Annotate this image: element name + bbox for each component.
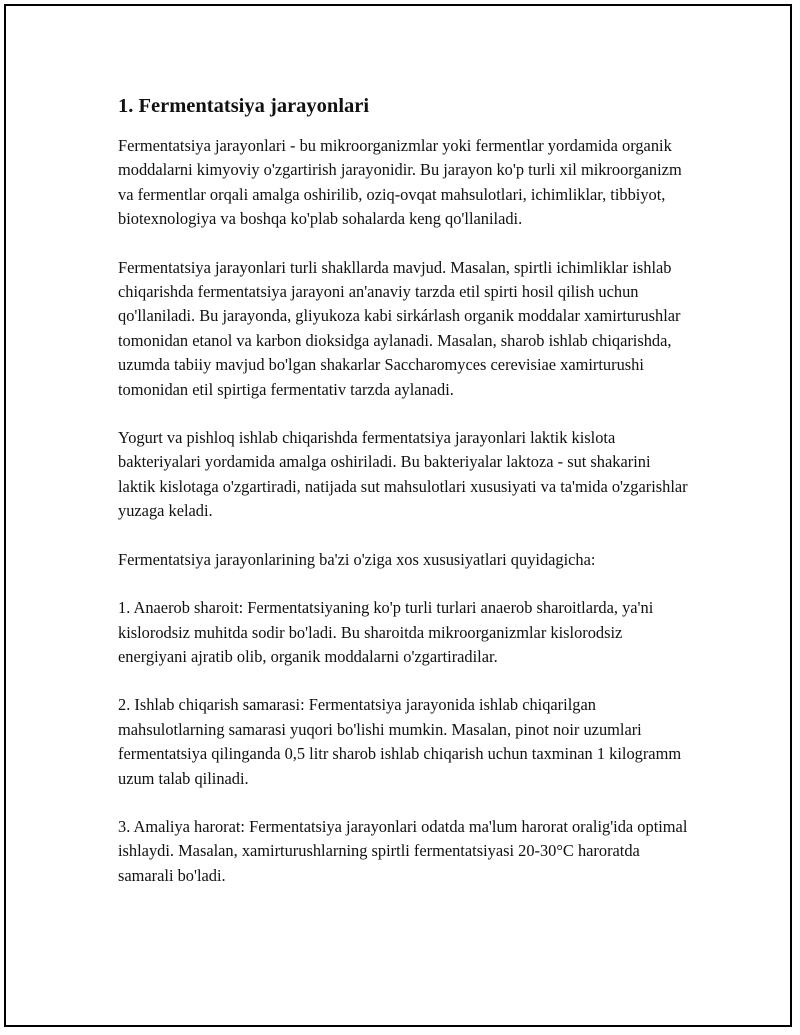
list-item-anaerobic: 1. Anaerob sharoit: Fermentatsiyaning ko'p turli turlari anaerob sharoitlarda, ya'ni kislorodsiz muhitda sodir bo'ladi. Bu sharoitda mikroorganizmlar kislorodsiz energiyani ajratib olib, organik moddalarni o'zgartiradilar.: [118, 598, 654, 666]
list-item-temperature: 3. Amaliya harorat: Fermentatsiya jarayonlari odatda ma'lum harorat oralig'ida optimal ishlaydi. Masalan, xamirturushlarning spirtli fermentatsiyasi 20-30°C haroratda samarali bo'ladi.: [118, 816, 688, 885]
paragraph-intro: Fermentatsiya jarayonlari - bu mikroorganizmlar yoki fermentlar yordamida organik moddalarni kimyoviy o'zgartirish jarayonidir. Bu jarayon ko'p turli xil mikroorganizm va fermentlar orqali amalga oshirilib, oziq-ovqat mahsulotlari, ichimliklar, tibbiyot, biotexnologiya va boshqa ko'plab sohalarda keng qo'llaniladi.: [118, 136, 682, 229]
section-title: 1. Fermentatsiya jarayonlari: [118, 95, 370, 117]
document-body: [118, 92, 690, 912]
paragraph-features-intro: Fermentatsiya jarayonlarining ba'zi o'ziga xos xususiyatlari quyidagicha:: [118, 549, 596, 569]
paragraph-dairy-fermentation: Yogurt va pishloq ishlab chiqarishda fermentatsiya jarayonlari laktik kislota bakteriyalari yordamida amalga oshiriladi. Bu bakteriyalar laktoza - sut shakarini laktik kislotaga o'zgartiradi, natijada sut mahsulotlari xususiyati va ta'mida o'zgarishlar yuzaga keladi.: [118, 428, 688, 521]
list-item-yield: 2. Ishlab chiqarish samarasi: Fermentatsiya jarayonida ishlab chiqarilgan mahsulotlarning samarasi yuqori bo'lishi mumkin. Masalan, pinot noir uzumlari fermentatsiya qilinganda 0,5 litr sharob ishlab chiqarish uchun taxminan 1 kilogramm uzum talab qilinadi.: [118, 695, 682, 788]
paragraph-alcohol-fermentation: Fermentatsiya jarayonlari turli shakllarda mavjud. Masalan, spirtli ichimliklar ishlab chiqarishda fermentatsiya jarayoni an'anaviy tarzda etil spirti hosil qilish uchun qo'llaniladi. Bu jarayonda, gliyukoza kabi sirkárlash organik moddalar xamirturushlar tomonidan etanol va karbon dioksidga aylanadi. Masalan, sharob ishlab chiqarishda, uzumda tabiiy mavjud bo'lgan shakarlar Saccharomyces cerevisiae xamirturushi tomonidan etil spirtiga fermentativ tarzda aylanadi.: [118, 257, 681, 399]
